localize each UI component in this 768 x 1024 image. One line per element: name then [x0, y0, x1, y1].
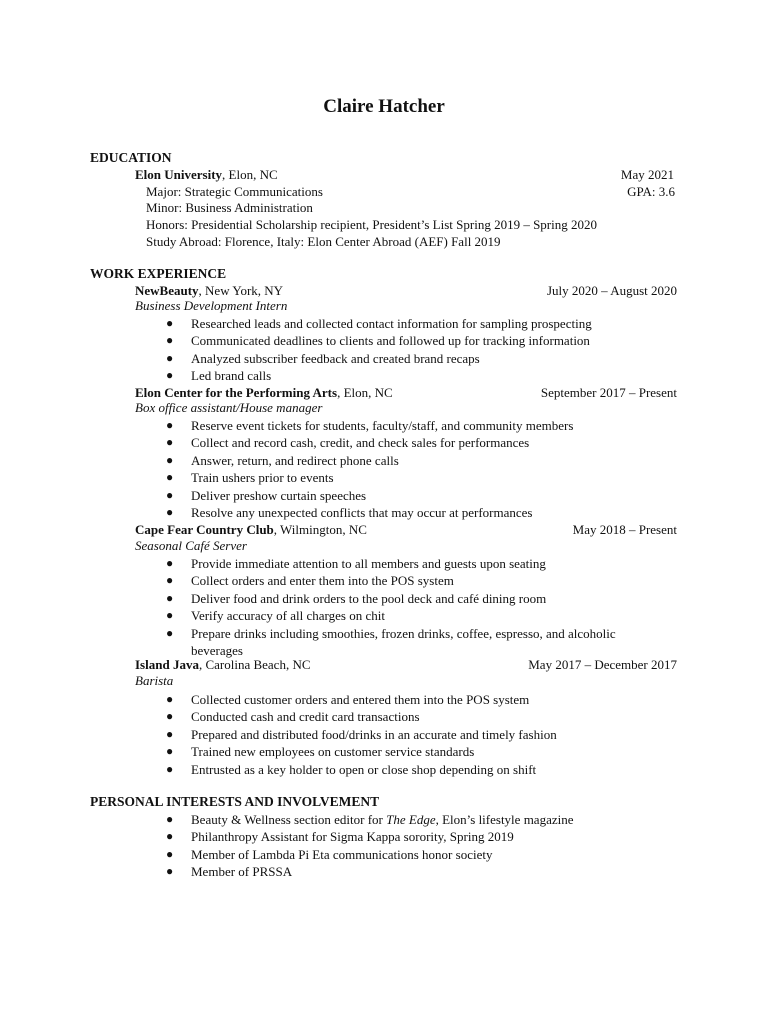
bullet-icon: ●: [166, 625, 174, 640]
list-item: ● Collect orders and enter them into the POS system: [166, 573, 454, 589]
list-item: ● Train ushers prior to events: [166, 470, 334, 486]
list-item: ● Prepare drinks including smoothies, frozen drinks, coffee, espresso, and alcoholic beverages: [166, 625, 616, 658]
work-experience-heading: WORK EXPERIENCE: [90, 266, 227, 281]
bullet-icon: ●: [166, 846, 174, 861]
education-honors: Honors: Presidential Scholarship recipient, President’s List Spring 2019 – Spring 2020: [146, 217, 597, 232]
school-name: Elon University: [135, 167, 223, 182]
list-item: ● Led brand calls: [166, 368, 272, 384]
bullet-icon: ●: [166, 368, 174, 383]
bullet-icon: ●: [166, 864, 174, 879]
list-item: ● Conducted cash and credit card transactions: [166, 709, 420, 725]
job-org: Island Java: [135, 657, 199, 672]
bullet-icon: ●: [166, 590, 174, 605]
list-item: ● Resolve any unexpected conflicts that may occur at performances: [166, 504, 533, 520]
bullet-icon: ●: [166, 829, 174, 844]
interests-list: [0, 811, 768, 881]
list-item: ● Entrusted as a key holder to open or close shop depending on shift: [166, 761, 537, 777]
bullet-icon: ●: [166, 470, 174, 485]
list-item: ● Member of Lambda Pi Eta communications honor society: [166, 846, 493, 862]
bullet-icon: ●: [166, 556, 174, 570]
list-item: ● Collected customer orders and entered them into the POS system: [166, 692, 530, 707]
list-item: ● Member of PRSSA: [166, 864, 293, 880]
education-minor: Minor: Business Administration: [146, 200, 313, 215]
job-date: September 2017 – Present: [540, 385, 677, 400]
job-date: July 2020 – August 2020: [546, 283, 677, 298]
bullet-icon: ●: [166, 744, 174, 759]
list-item: ● Beauty & Wellness section editor for The Edge, Elon’s lifestyle magazine: [166, 812, 574, 827]
job-bullets: [0, 555, 768, 659]
job-org: NewBeauty: [135, 283, 199, 298]
list-item: ● Reserve event tickets for students, faculty/staff, and community members: [166, 418, 574, 433]
bullet-icon: ●: [166, 350, 174, 365]
bullet-icon: ●: [166, 435, 174, 450]
list-item: ● Collect and record cash, credit, and check sales for performances: [166, 435, 530, 451]
job-bullets: [0, 417, 768, 521]
bullet-icon: ●: [166, 726, 174, 741]
job-location: , Elon, NC: [337, 385, 393, 400]
job-row: [135, 521, 677, 538]
bullet-icon: ●: [166, 316, 174, 330]
job-location: , New York, NY: [198, 283, 284, 298]
list-item: ● Prepared and distributed food/drinks in an accurate and timely fashion: [166, 726, 557, 742]
bullet-icon: ●: [166, 418, 174, 432]
job-role: Business Development Intern: [135, 298, 288, 313]
interests-heading: PERSONAL INTERESTS AND INVOLVEMENT: [90, 794, 380, 809]
job-org: Elon Center for the Performing Arts: [135, 385, 338, 400]
job-date: May 2018 – Present: [572, 522, 677, 537]
education-major: Major: Strategic Communications: [146, 184, 323, 199]
job-role: Barista: [135, 673, 174, 688]
list-item: ● Philanthropy Assistant for Sigma Kappa sorority, Spring 2019: [166, 829, 514, 845]
list-item: ● Verify accuracy of all charges on chit: [166, 608, 385, 624]
bullet-icon: ●: [166, 452, 174, 467]
bullet-icon: ●: [166, 333, 174, 348]
bullet-icon: ●: [166, 573, 174, 588]
job-location: , Wilmington, NC: [273, 522, 367, 537]
list-item: ● Provide immediate attention to all members and guests upon seating: [166, 556, 546, 571]
job-org: Cape Fear Country Club: [135, 522, 274, 537]
resume-name: Claire Hatcher: [323, 96, 445, 117]
education-study-abroad: Study Abroad: Florence, Italy: Elon Center Abroad (AEF) Fall 2019: [146, 234, 501, 249]
list-item: ● Answer, return, and redirect phone calls: [166, 452, 399, 468]
job-bullets: [0, 315, 768, 385]
job-location: , Carolina Beach, NC: [198, 657, 311, 672]
bullet-icon: ●: [166, 608, 174, 623]
list-item: ● Analyzed subscriber feedback and created brand recaps: [166, 350, 480, 366]
list-item: ● Researched leads and collected contact information for sampling prospecting: [166, 316, 592, 331]
education-gpa: GPA: 3.6: [627, 184, 675, 199]
bullet-icon: ●: [166, 812, 174, 826]
job-date: May 2017 – December 2017: [528, 657, 677, 672]
bullet-icon: ●: [166, 487, 174, 502]
job-bullets: [0, 691, 768, 778]
education-heading: EDUCATION: [90, 150, 172, 165]
education-school-row: [135, 166, 677, 183]
bullet-icon: ●: [166, 761, 174, 776]
bullet-icon: ●: [166, 709, 174, 724]
bullet-icon: ●: [166, 504, 174, 519]
list-item: ● Trained new employees on customer service standards: [166, 744, 475, 760]
bullet-icon: ●: [166, 692, 174, 706]
list-item: ● Deliver food and drink orders to the pool deck and café dining room: [166, 590, 547, 606]
list-item: ● Communicated deadlines to clients and followed up for tracking information: [166, 333, 590, 349]
job-role: Box office assistant/House manager: [135, 400, 323, 415]
job-role: Seasonal Café Server: [135, 538, 247, 553]
job-row: [135, 656, 677, 673]
magazine-title: The Edge: [386, 812, 436, 827]
list-item: ● Deliver preshow curtain speeches: [166, 487, 367, 503]
school-location: , Elon, NC: [222, 167, 278, 182]
graduation-date: May 2021: [620, 167, 674, 182]
